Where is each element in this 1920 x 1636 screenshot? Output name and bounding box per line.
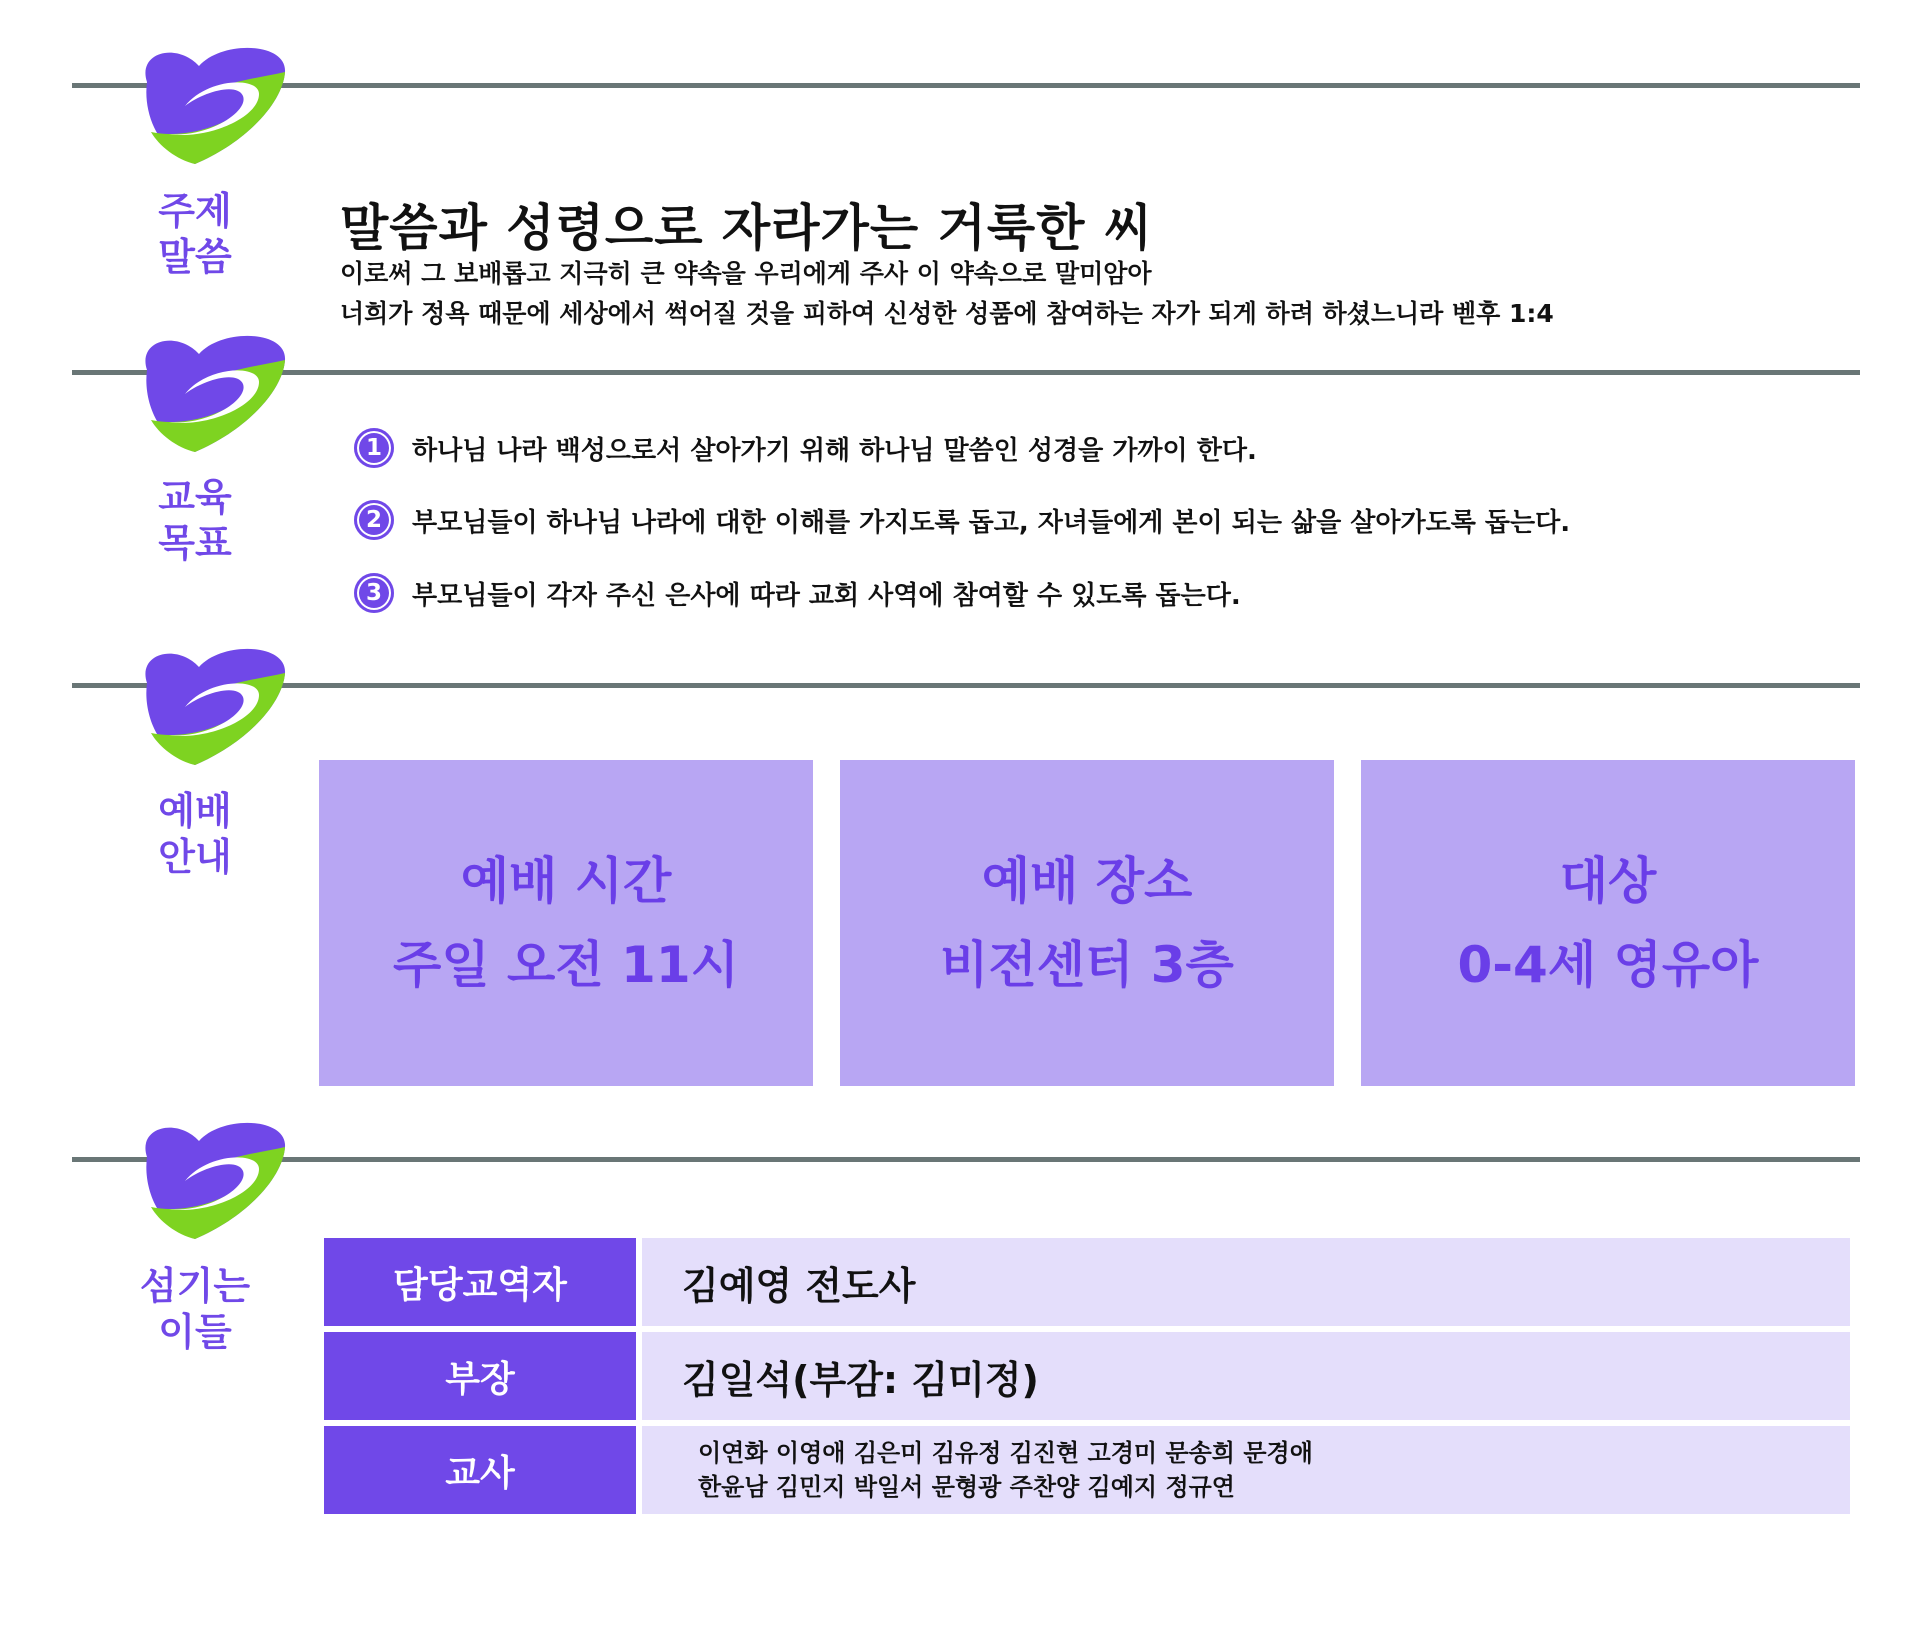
table-row: [324, 1238, 1850, 1326]
staff-role-cell: 부장: [324, 1332, 636, 1420]
teacher-names-line: 한윤남 김민지 박일서 문형광 주찬양 김예지 정규연: [698, 1473, 1235, 1501]
box-heading: 예배 시간: [460, 852, 672, 910]
box-value: 0-4세 영유아: [1457, 936, 1759, 994]
label-line: 목표: [158, 521, 232, 565]
goal-text: 부모님들이 각자 주신 은사에 따라 교회 사역에 참여할 수 있도록 돕는다.: [412, 580, 1241, 611]
label-line: 말씀: [158, 235, 232, 279]
worship-section-label: [125, 788, 265, 880]
section-divider-staff: [72, 1157, 1860, 1162]
staff-section-label: [125, 1263, 265, 1355]
staff-table: [324, 1238, 1850, 1520]
staff-role-cell: 교사: [324, 1426, 636, 1514]
goal-text: 하나님 나라 백성으로서 살아가기 위해 하나님 말씀인 성경을 가까이 한다.: [412, 435, 1257, 466]
goal-number-badge: 1: [354, 428, 394, 468]
goal-number-badge: 3: [354, 573, 394, 613]
worship-place-box: [840, 760, 1334, 1086]
box-heading: 대상: [1559, 852, 1657, 910]
section-divider-goals: [72, 370, 1860, 375]
teacher-names-line: 이연화 이영애 김은미 김유정 김진현 고경미 문송희 문경애: [698, 1439, 1313, 1467]
goal-number-badge: 2: [354, 500, 394, 540]
heart-logo-icon: [137, 330, 287, 454]
box-heading: 예배 장소: [981, 852, 1193, 910]
theme-title: 말씀과 성령으로 자라가는 거룩한 씨: [340, 199, 1154, 257]
verse-line: 이로써 그 보배롭고 지극히 큰 약속을 우리에게 주사 이 약속으로 말미암아: [340, 259, 1152, 288]
section-divider-worship: [72, 683, 1860, 688]
label-line: 섬기는: [139, 1264, 251, 1308]
staff-value-cell: 김일석(부감: 김미정): [642, 1332, 1850, 1420]
box-value: 주일 오전 11시: [393, 936, 739, 994]
goal-item: [354, 573, 1241, 613]
label-line: 주제: [158, 189, 232, 233]
goal-text: 부모님들이 하나님 나라에 대한 이해를 가지도록 돕고, 자녀들에게 본이 되는 삶을 살아가도록 돕는다.: [412, 507, 1571, 538]
worship-time-box: [319, 760, 813, 1086]
staff-role-cell: 담당교역자: [324, 1238, 636, 1326]
label-line: 이들: [158, 1310, 232, 1354]
worship-target-box: [1361, 760, 1855, 1086]
section-divider-theme: [72, 83, 1860, 88]
theme-section-label: [125, 188, 265, 280]
table-row: [324, 1426, 1850, 1514]
label-line: 안내: [158, 835, 232, 879]
label-line: 예배: [158, 789, 232, 833]
goals-section-label: [125, 474, 265, 566]
label-line: 교육: [158, 475, 232, 519]
heart-logo-icon: [137, 1117, 287, 1241]
box-value: 비전센터 3층: [940, 936, 1234, 994]
heart-logo-icon: [137, 643, 287, 767]
goal-item: [354, 500, 1570, 540]
staff-value-cell: 김예영 전도사: [642, 1238, 1850, 1326]
heart-logo-icon: [137, 42, 287, 166]
verse-line: 너희가 정욕 때문에 세상에서 썩어질 것을 피하여 신성한 성품에 참여하는 자가 되게 하려 하셨느니라 벧후 1:4: [340, 299, 1554, 328]
table-row: [324, 1332, 1850, 1420]
goal-item: [354, 428, 1257, 468]
staff-value-cell: [642, 1426, 1850, 1514]
theme-verse: [340, 254, 1554, 334]
